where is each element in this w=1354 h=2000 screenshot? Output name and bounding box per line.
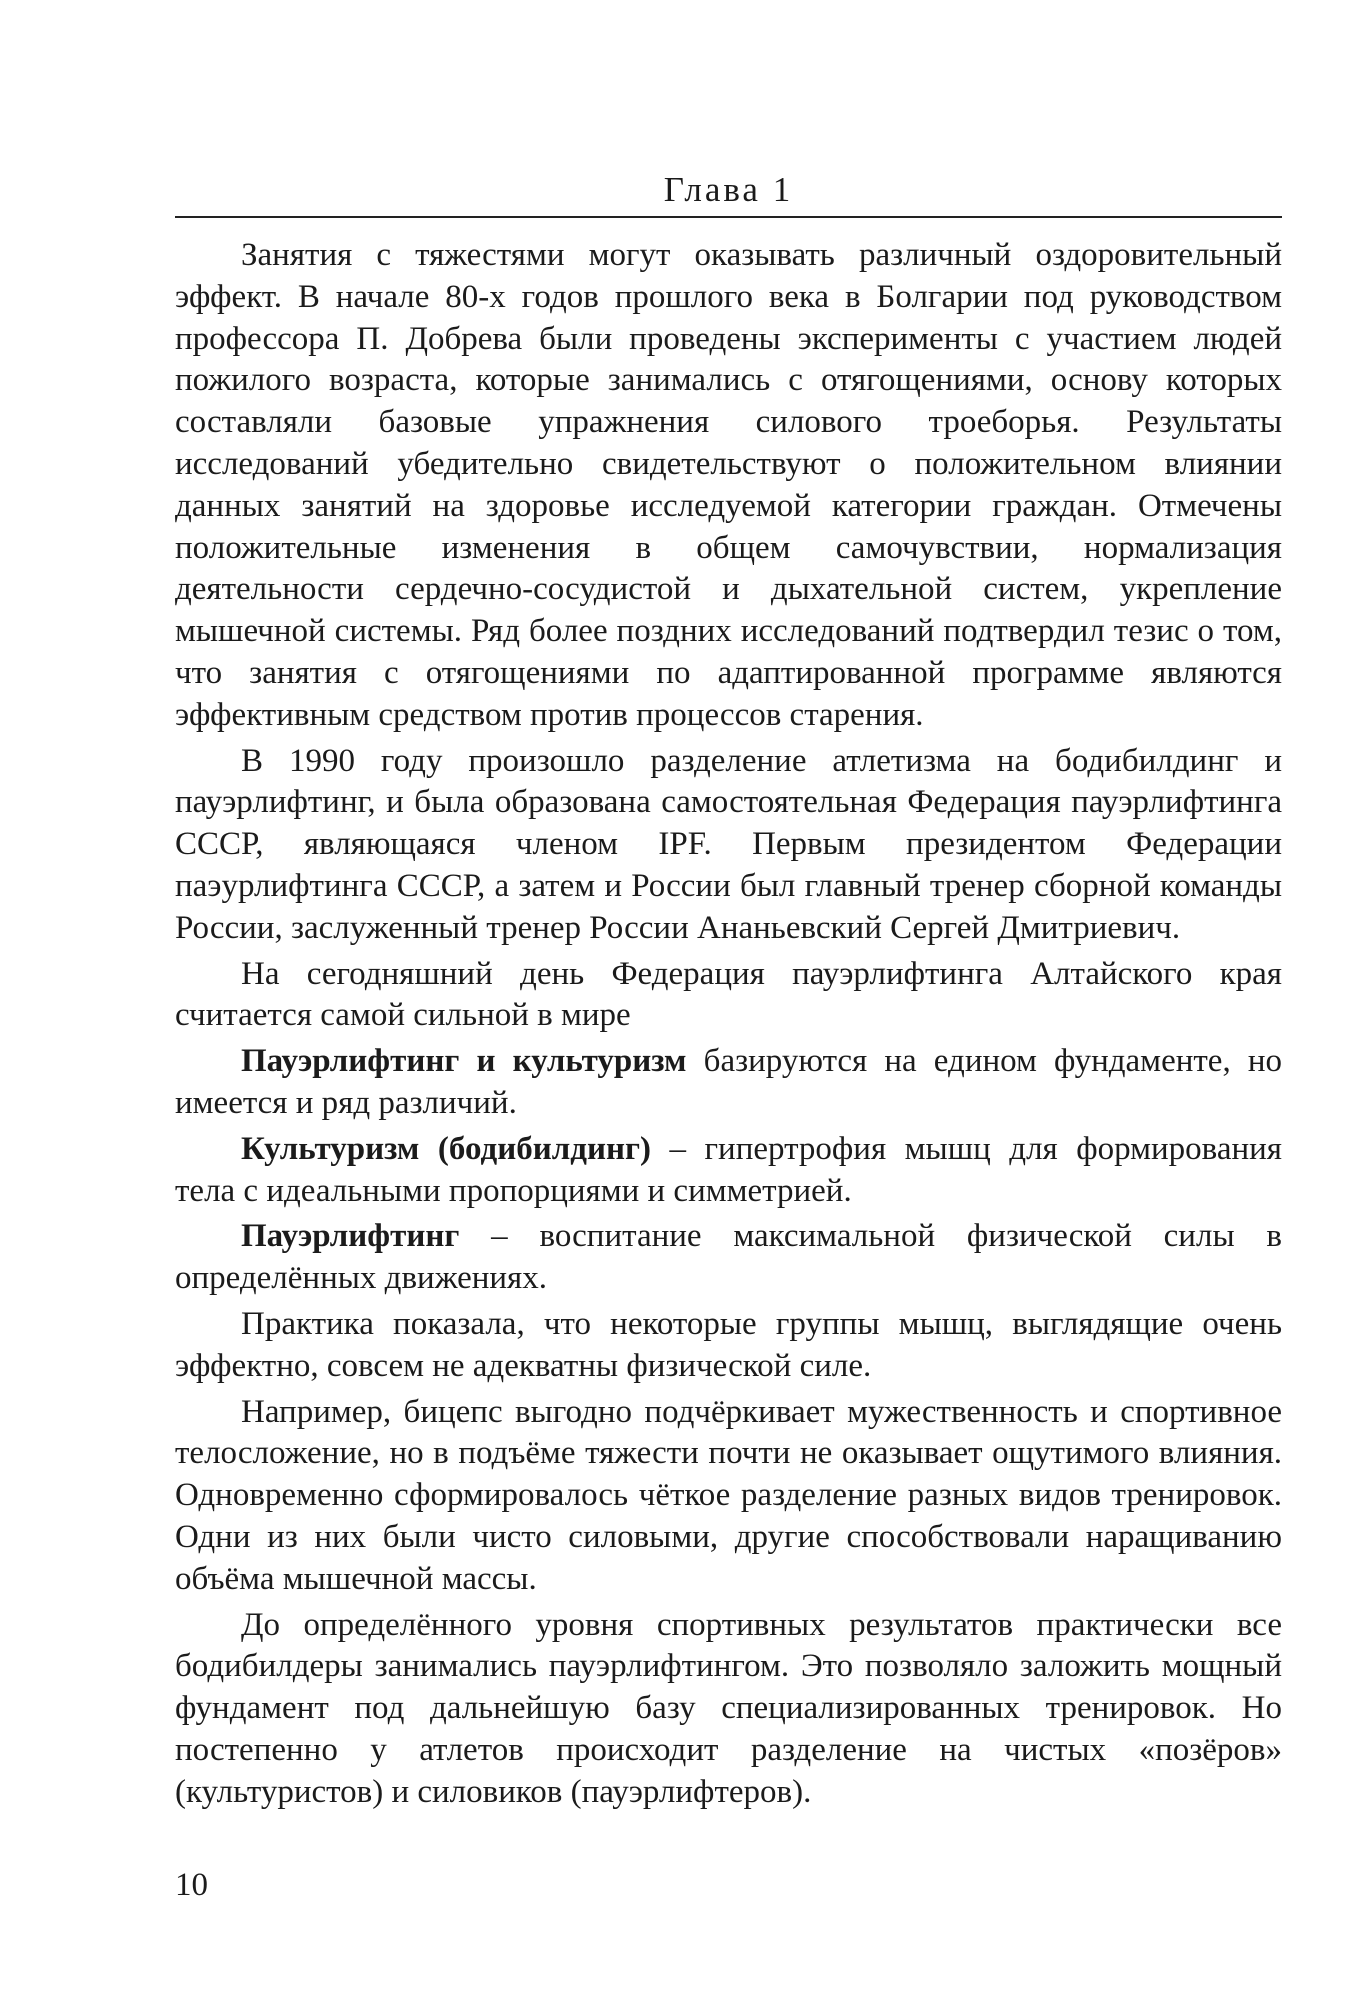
- paragraph: [175, 1216, 1282, 1300]
- page-number: 10: [175, 1867, 208, 1903]
- running-header: Глава 1: [663, 170, 794, 209]
- paragraph-text: базируются на едином фундаменте, но имеется и ряд различий.: [175, 1043, 1282, 1121]
- bold-term: Культуризм (бодибилдинг): [241, 1130, 651, 1167]
- header-rule: [175, 216, 1282, 218]
- paragraph-text: – гипертрофия мышц для формирования тела с идеальными пропорциями и симметрией.: [175, 1130, 1282, 1209]
- paragraph: [175, 1041, 1282, 1125]
- paragraph: [175, 1304, 1282, 1388]
- paragraph-text: В 1990 году произошло разделение атлетизма на бодибилдинг и пауэрлифтинг, и была образована самостоятельная Федерация пауэрлифтинга СССР, являющаяся членом IPF. Первым президентом Федерации паэурлифтинга СССР, а затем и России был главный тренер сборной команды России, заслуженный тренер России Ананьевский Сергей Дмитриевич.: [175, 742, 1282, 946]
- paragraph: [175, 741, 1282, 950]
- paragraph-text: Практика показала, что некоторые группы мышц, выглядящие очень эффектно, совсем не адекватны физической силе.: [175, 1305, 1282, 1384]
- paragraph: [175, 235, 1282, 737]
- paragraph: [175, 1129, 1282, 1213]
- paragraph-text: – воспитание максимальной физической силы в определённых движениях.: [175, 1218, 1282, 1297]
- paragraph: [175, 1605, 1282, 1814]
- page-body: [175, 235, 1282, 1817]
- paragraph-text: Занятия с тяжестями могут оказывать различный оздоровительный эффект. В начале 80-х годов прошлого века в Болгарии под руководством профессора П. Добрева были проведены эксперименты с участием людей пожилого возраста, которые занимались с отягощениями, основу которых составляли базовые упражнения силового троеборья. Результаты исследований убедительно свидетельствуют о положительном влиянии данных занятий на здоровье исследуемой категории граждан. Отмечены положительные изменения в общем самочувствии, нормализация деятельности сердечно-сосудистой и дыхательной систем, укрепление мышечной системы. Ряд более поздних исследований подтвердил тезис о том, что занятия с отягощениями по адаптированной программе являются эффективным средством против процессов старения.: [175, 237, 1282, 733]
- bold-term: Пауэрлифтинг и культуризм: [241, 1043, 687, 1080]
- paragraph: [175, 1392, 1282, 1601]
- paragraph-text: На сегодняшний день Федерация пауэрлифтинга Алтайского края считается самой сильной в мире: [175, 955, 1282, 1034]
- paragraph-text: До определённого уровня спортивных результатов практически все бодибилдеры занимались пауэрлифтингом. Это позволяло заложить мощный фундамент под дальнейшую базу специализированных тренировок. Но постепенно у атлетов происходит разделение на чистых «позёров» (культуристов) и силовиков (пауэрлифтеров).: [175, 1606, 1282, 1810]
- paragraph-text: Например, бицепс выгодно подчёркивает мужественность и спортивное телосложение, но в подъёме тяжести почти не оказывает ощутимого влияния. Одновременно сформировалось чёткое разделение разных видов тренировок. Одни из них были чисто силовыми, другие способствовали наращиванию объёма мышечной массы.: [175, 1393, 1282, 1597]
- paragraph: [175, 954, 1282, 1038]
- bold-term: Пауэрлифтинг: [241, 1218, 460, 1255]
